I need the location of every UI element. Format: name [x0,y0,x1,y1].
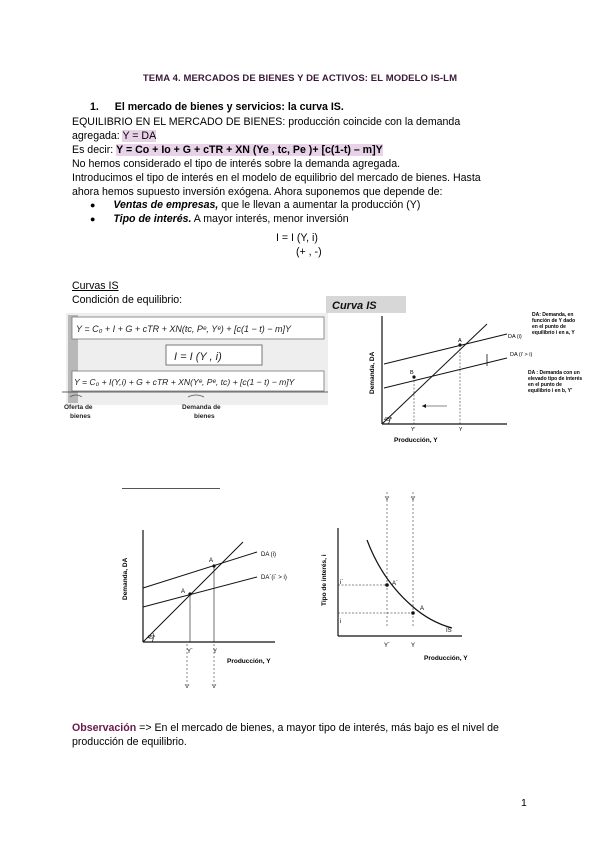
page-number: 1 [521,797,527,809]
fig1-note1-line4: equilibrio i en a, Y [532,330,575,336]
equations-figure [60,313,335,425]
fig1-point-a-label: A [458,338,462,344]
curvas-is-heading: Curvas IS [72,280,119,292]
fig3-point-a-label: A [420,606,425,612]
fig1-line-upper [384,334,507,364]
equilibrio-line2 [72,129,156,143]
fig2-ylabel: Demanda, DA [122,557,129,600]
observacion-line2: producción de equilibrio. [72,736,187,748]
fig2-line-upper-label: DA (i) [261,552,276,558]
bullet-ventas-text: que le llevan a aumentar la producción (Y) [218,199,421,211]
no-hemos-line: No hemos considerado el tipo de interés sobre la demanda agregada. [72,158,401,170]
equilibrio-equation: Y = DA [122,130,157,142]
bullet-dot-icon: ● [90,200,96,210]
fig2-line-lower [143,577,257,607]
label-demanda-line1: Demanda de [182,404,221,411]
investment-signs: (+ , -) [296,246,322,258]
fig2-line-lower-label: DA´(i´ > i) [261,575,287,581]
label-demanda-line2: bienes [194,413,215,420]
fig1-line-upper-label: DA (i) [508,334,522,340]
fig1-xlabel: Producción, Y [394,437,438,444]
observacion-label: Observación [72,722,137,734]
fig1-line-lower [384,358,507,388]
fig2-45-line [143,542,243,642]
separator-line [122,488,220,489]
section-heading [90,101,344,113]
fig3-tick-y: Y [411,643,416,649]
section-number: 1. [90,101,99,113]
fig1-note2-line1: DA : Demanda con un [528,370,580,376]
fig3-point-a2-label: A´ [392,581,398,587]
fig2-point-a-label: A [209,558,214,564]
fig2-point-a2-label: A [181,589,186,595]
es-decir-prefix: Es decir: [72,144,114,156]
investment-function: I = I (Y, i) [276,232,318,244]
fig2-xlabel: Producción, Y [227,658,271,665]
equation-2: I = I (Y , i) [174,351,222,363]
bullet-tipo-text: A mayor interés, menor inversión [191,213,349,225]
fig3-is-label: IS [446,628,452,634]
fig3-tick-i1: i´ [340,580,344,586]
section-title: El mercado de bienes y servicios: la curva IS. [114,101,344,113]
fig2-tick-y: Y [213,649,218,655]
fig2-tick-y1: Y´ [187,649,193,655]
fig1-angle: 45° [384,417,393,423]
equilibrio-line1: EQUILIBRIO EN EL MERCADO DE BIENES: producción coincide con la demanda [72,116,461,128]
fig3-ylabel: Tipo de interés, i [321,554,328,606]
fig1-note1-line2: función de Y dado [532,318,576,324]
fig3-xlabel: Producción, Y [424,655,468,662]
equilibrio-prefix: agregada: [72,130,120,142]
fig1-note1-line3: en el punto de [532,324,566,330]
fig1-note2-line4: equilibrio i en b, Y' [528,388,573,394]
introducimos-line1: Introducimos el tipo de interés en el modelo de equilibrio del mercado de bienes. Hasta [72,172,481,184]
es-decir-line [72,143,383,157]
fig1-arrow-head [422,404,426,408]
label-oferta-line2: bienes [70,413,91,420]
label-oferta-line1: Oferta de [64,404,93,411]
equation-3: Y = C₀ + I(Y,i) + G + cTR + XN(Yᵉ, Pᵉ, tc) + [c(1 − t) − m]Y [74,377,295,387]
fig1-note2-line3: en el punto de [528,382,562,388]
fig2-angle: 45° [147,635,156,641]
figure-is-curve [312,488,492,668]
curva-is-title: Curva IS [332,300,377,312]
fig1-tick-y: Y [459,427,463,433]
condicion-equilibrio: Condición de equilibrio: [72,294,183,306]
fig3-tick-y1: Y´ [384,643,390,649]
observacion-line1 [72,721,542,735]
fig3-is-curve [367,540,452,628]
bullet-ventas [90,199,420,211]
bullet-tipo [90,213,349,225]
fig1-ylabel: Demanda, DA [369,351,376,394]
fig2-line-upper [143,552,257,588]
figure-curva-is [322,294,592,450]
observacion-text1: => En el mercado de bienes, a mayor tipo de interés, más bajo es el nivel de [136,722,499,734]
bullet-dot-icon: ● [90,214,96,224]
es-decir-equation: Y = Co + Io + G + cTR + XN (Ye , tc, Pe )+ [c(1-t) – m]Y [116,144,383,156]
fig1-line-lower-label: DA (i' > i) [510,352,533,358]
introducimos-line2: ahora hemos supuesto inversión exógena. Ahora suponemos que depende de: [72,186,443,198]
bullet-ventas-bold: Ventas de empresas, [113,199,219,211]
bullet-tipo-bold: Tipo de interés. [113,213,192,225]
page-title: TEMA 4. MERCADOS DE BIENES Y DE ACTIVOS: EL MODELO IS-LM [142,73,458,84]
fig1-tick-y1: Y' [411,427,416,433]
fig1-point-b-label: B [410,370,414,376]
fig1-note2-line2: elevado tipo de interés [528,376,583,382]
fig1-note1-line1: DA: Demanda, en [532,312,574,318]
fig1-45-line [382,324,487,424]
equation-1: Y = C₀ + I + G + cTR + XN(tc, Pᵉ, Yᵉ) + [c(1 − t) − m]Y [76,324,291,334]
figure-demanda [115,520,305,692]
fig3-tick-i: i [340,619,342,625]
